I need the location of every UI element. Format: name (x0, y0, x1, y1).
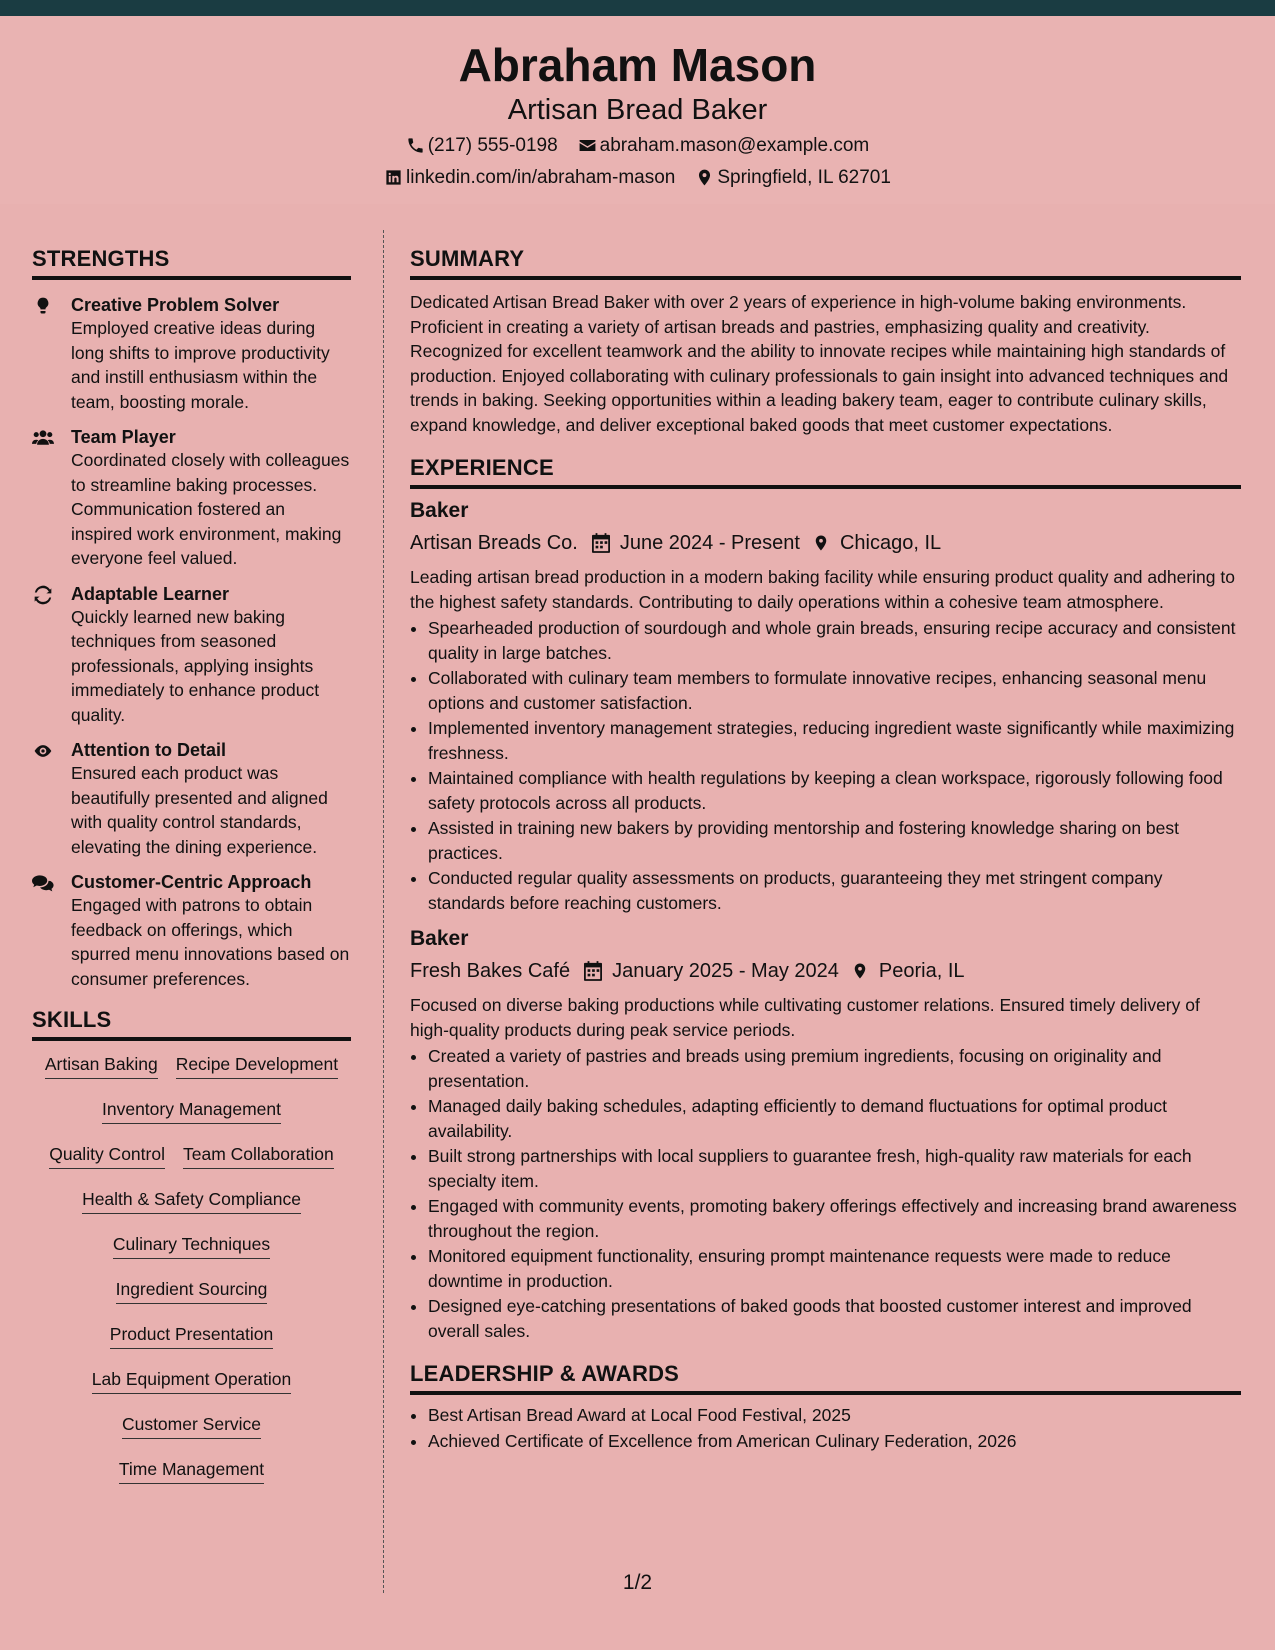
job-bullet: • Managed daily baking schedules, adapting efficiently to demand fluctuations for optimal product availability. (428, 1094, 1241, 1143)
eye-icon (32, 741, 54, 761)
award-item: • Best Artisan Bread Award at Local Food Festival, 2025 (428, 1403, 1241, 1428)
strength-title: Creative Problem Solver (71, 295, 280, 315)
skill-tag: Lab Equipment Operation (92, 1368, 291, 1394)
skill-tag: Health & Safety Compliance (82, 1188, 301, 1214)
linkedin-icon (384, 168, 403, 187)
job-dates: June 2024 - Present (619, 532, 800, 554)
award-item: • Achieved Certificate of Excellence from American Culinary Federation, 2026 (428, 1429, 1241, 1454)
refresh-icon (32, 585, 54, 605)
job-description: Focused on diverse baking productions while cultivating customer relations. Ensured timely delivery of high-quality products during peak service periods. (410, 995, 1200, 1040)
left-column (32, 248, 351, 1503)
right-column (410, 248, 1241, 1454)
calendar-icon (584, 961, 602, 981)
email-contact[interactable] (578, 136, 870, 155)
skill-tag: Customer Service (122, 1413, 261, 1439)
job-title: Baker (410, 927, 469, 950)
linkedin-contact[interactable] (384, 168, 675, 187)
comments-icon (32, 873, 54, 893)
experience-heading: EXPERIENCE (410, 457, 1241, 489)
awards-heading: LEADERSHIP & AWARDS (410, 1363, 1241, 1395)
job-bullet: • Engaged with community events, promoting bakery offerings effectively and increasing brand awareness throughout the region. (428, 1194, 1241, 1243)
company-name: Fresh Bakes Café (410, 960, 571, 982)
skill-tag: Inventory Management (102, 1098, 281, 1124)
job-entry (410, 927, 1241, 1343)
strength-title: Attention to Detail (71, 740, 226, 760)
skill-tag: Recipe Development (176, 1053, 338, 1079)
strength-title: Adaptable Learner (71, 583, 230, 604)
skill-tag: Team Collaboration (183, 1143, 334, 1169)
job-bullet: • Built strong partnerships with local suppliers to guarantee fresh, high-quality raw materials for each specialty item. (428, 1144, 1241, 1193)
job-bullet: • Monitored equipment functionality, ensuring prompt maintenance requests were made to reduce downtime in production. (428, 1244, 1241, 1293)
strength-description: Engaged with patrons to obtain feedback on offerings, which spurred menu innovations based on consumer preferences. (71, 895, 350, 989)
job-meta (410, 531, 1241, 555)
location-text: Springfield, IL 62701 (717, 167, 891, 188)
phone-icon (406, 136, 425, 155)
strength-title: Customer-Centric Approach (71, 872, 312, 892)
envelope-icon (578, 136, 597, 155)
strengths-list (32, 294, 351, 991)
job-entry (410, 499, 1241, 915)
strength-title: Team Player (71, 427, 176, 447)
resume-header (0, 16, 1275, 204)
summary-text: Dedicated Artisan Bread Baker with over 2 years of experience in high-volume baking environments. Proficient in creating a variety of artisan breads and pastries, emphasizing quality and creativity. Recognized for excellent teamwork and the ability to innovate recipes while maintaining high standards of production. Enjoyed collaborating with culinary professionals to gain insight into advanced techniques and trends in baking. Seeking opportunities within a leading bakery team, eager to contribute culinary skills, expand knowledge, and deliver exceptional baked goods that meet customer expectations. (410, 292, 1229, 435)
strength-description: Ensured each product was beautifully presented and aligned with quality control standards, elevating the dining experience. (71, 763, 328, 857)
skill-tag: Ingredient Sourcing (116, 1278, 268, 1304)
job-bullets (410, 1044, 1241, 1343)
job-bullet: • Maintained compliance with health regulations by keeping a clean workspace, rigorously following food safety protocols across all products. (428, 766, 1241, 815)
job-bullet: • Designed eye-catching presentations of baked goods that boosted customer interest and improved overall sales. (428, 1294, 1241, 1343)
skills-heading: SKILLS (32, 1009, 351, 1041)
skill-tag: Product Presentation (110, 1323, 273, 1349)
job-bullet: • Spearheaded production of sourdough and whole grain breads, ensuring recipe accuracy and consistent quality in large batches. (428, 616, 1241, 665)
users-icon (32, 428, 54, 448)
top-accent-bar (0, 0, 1275, 16)
job-description: Leading artisan bread production in a modern baking facility while ensuring product quality and adhering to the highest safety standards. Contributing to daily operations within a cohesive team atmosphere. (410, 567, 1235, 612)
skill-tag: Artisan Baking (45, 1053, 158, 1079)
job-bullets (410, 616, 1241, 915)
skills-list (32, 1053, 351, 1503)
job-location: Chicago, IL (839, 532, 942, 554)
map-pin-icon (851, 961, 869, 981)
job-bullet: • Created a variety of pastries and breads using premium ingredients, focusing on originality and presentation. (428, 1044, 1241, 1093)
awards-list (410, 1403, 1241, 1453)
phone-contact (406, 136, 558, 155)
job-bullet: • Assisted in training new bakers by providing mentorship and fostering knowledge sharing on best practices. (428, 816, 1241, 865)
contact-row-2 (0, 168, 1275, 187)
awards-section (410, 1403, 1241, 1453)
contact-row-1 (0, 136, 1275, 155)
page-number: 1/2 (622, 1571, 653, 1594)
skill-tag: Quality Control (49, 1143, 165, 1169)
strength-item (32, 739, 351, 859)
calendar-icon (592, 533, 610, 553)
map-pin-icon (695, 168, 714, 187)
job-location: Peoria, IL (878, 960, 965, 982)
skill-tag: Time Management (119, 1458, 264, 1484)
strength-description: Employed creative ideas during long shifts to improve productivity and instill enthusiasm within the team, boosting morale. (71, 318, 330, 412)
job-bullet: • Collaborated with culinary team members to formulate innovative recipes, enhancing seasonal menu options and customer satisfaction. (428, 666, 1241, 715)
strengths-heading: STRENGTHS (32, 248, 351, 280)
summary-heading: SUMMARY (410, 248, 1241, 280)
phone-text: (217) 555-0198 (427, 135, 558, 156)
candidate-title: Artisan Bread Baker (507, 94, 768, 126)
job-bullet: • Implemented inventory management strategies, reducing ingredient waste significantly while maximizing freshness. (428, 716, 1241, 765)
strength-item (32, 294, 351, 414)
job-bullet: • Conducted regular quality assessments on products, guaranteeing they met stringent company standards before reaching customers. (428, 866, 1241, 915)
strength-item (32, 871, 351, 991)
strength-description: Quickly learned new baking techniques from seasoned professionals, applying insights immediately to enhance product quality. (71, 606, 320, 725)
job-dates: January 2025 - May 2024 (612, 960, 839, 982)
strength-item (32, 426, 351, 571)
email-text[interactable]: abraham.mason@example.com (599, 135, 870, 156)
strength-description: Coordinated closely with colleagues to streamline baking processes. Communication fostered an inspired work environment, making everyone feel valued. (71, 450, 350, 568)
job-title: Baker (410, 499, 469, 522)
lightbulb-icon (32, 296, 54, 316)
column-divider (383, 230, 384, 1593)
skill-tag: Culinary Techniques (113, 1233, 270, 1259)
strength-item (32, 583, 351, 728)
company-name: Artisan Breads Co. (410, 532, 578, 554)
location-contact (695, 168, 891, 187)
map-pin-icon (812, 533, 830, 553)
candidate-name: Abraham Mason (458, 39, 817, 91)
linkedin-text[interactable]: linkedin.com/in/abraham-mason (406, 167, 676, 188)
job-meta (410, 959, 1241, 983)
